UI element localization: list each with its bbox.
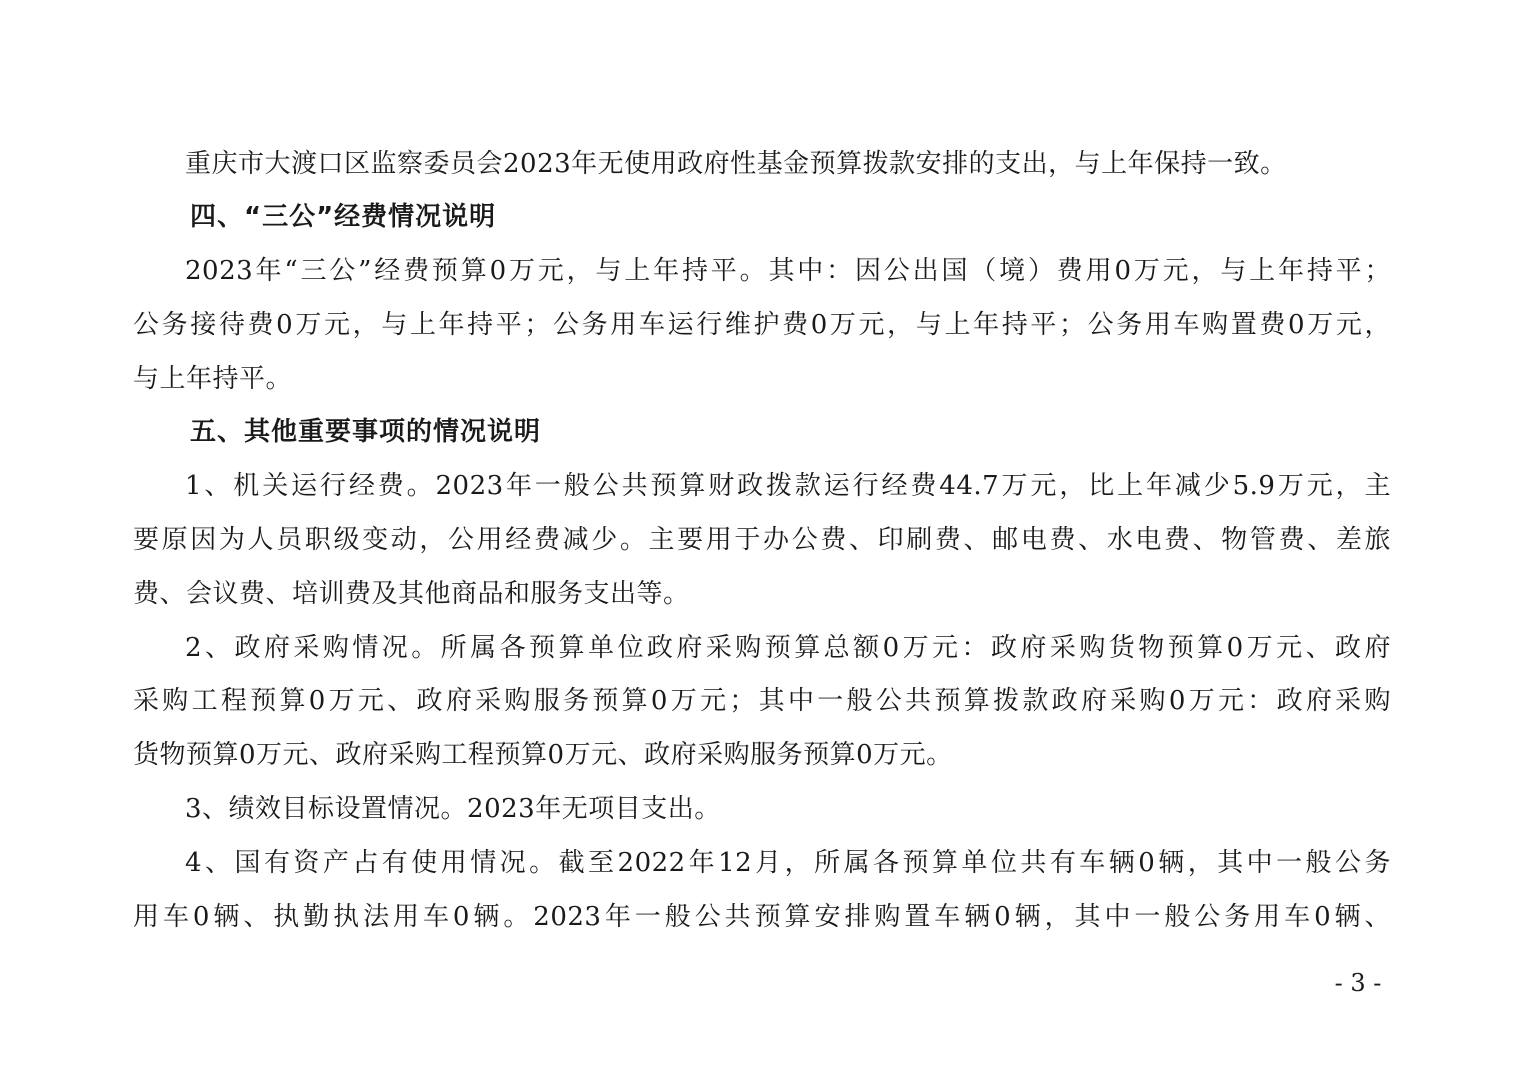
paragraph-line: 3、绩效目标设置情况。2023年无项目支出。	[185, 794, 721, 824]
paragraph-line: 费、会议费、培训费及其他商品和服务支出等。	[133, 579, 690, 609]
paragraph-line: 与上年持平。	[133, 364, 293, 394]
paragraph-line: 1、机关运行经费。2023年一般公共预算财政拨款运行经费44.7万元，比上年减少5.9万元，主	[185, 471, 1391, 501]
section-heading-5: 五、其他重要事项的情况说明	[190, 417, 542, 447]
paragraph-line: 4、国有资产占有使用情况。截至2022年12月，所属各预算单位共有车辆0辆，其中一般公务	[185, 848, 1391, 878]
paragraph-line: 公务接待费0万元，与上年持平；公务用车运行维护费0万元，与上年持平；公务用车购置费0万元，	[133, 310, 1391, 340]
section-heading-4: 四、“三公”经费情况说明	[190, 202, 497, 232]
paragraph-line: 采购工程预算0万元、政府采购服务预算0万元；其中一般公共预算拨款政府采购0万元：政府采购	[133, 686, 1391, 716]
paragraph-line: 用车0辆、执勤执法用车0辆。2023年一般公共预算安排购置车辆0辆，其中一般公务用车0辆、	[133, 902, 1391, 932]
paragraph-line: 货物预算0万元、政府采购工程预算0万元、政府采购服务预算0万元。	[133, 740, 953, 770]
page-number: - 3 -	[1334, 969, 1382, 997]
paragraph-line: 重庆市大渡口区监察委员会2023年无使用政府性基金预算拨款安排的支出，与上年保持一致。	[185, 149, 1287, 179]
paragraph-line: 2、政府采购情况。所属各预算单位政府采购预算总额0万元：政府采购货物预算0万元、政府	[185, 633, 1391, 663]
paragraph-line: 2023年“三公”经费预算0万元，与上年持平。其中：因公出国（境）费用0万元，与上年持平；	[185, 256, 1391, 286]
paragraph-line: 要原因为人员职级变动，公用经费减少。主要用于办公费、印刷费、邮电费、水电费、物管费、差旅	[133, 525, 1391, 555]
